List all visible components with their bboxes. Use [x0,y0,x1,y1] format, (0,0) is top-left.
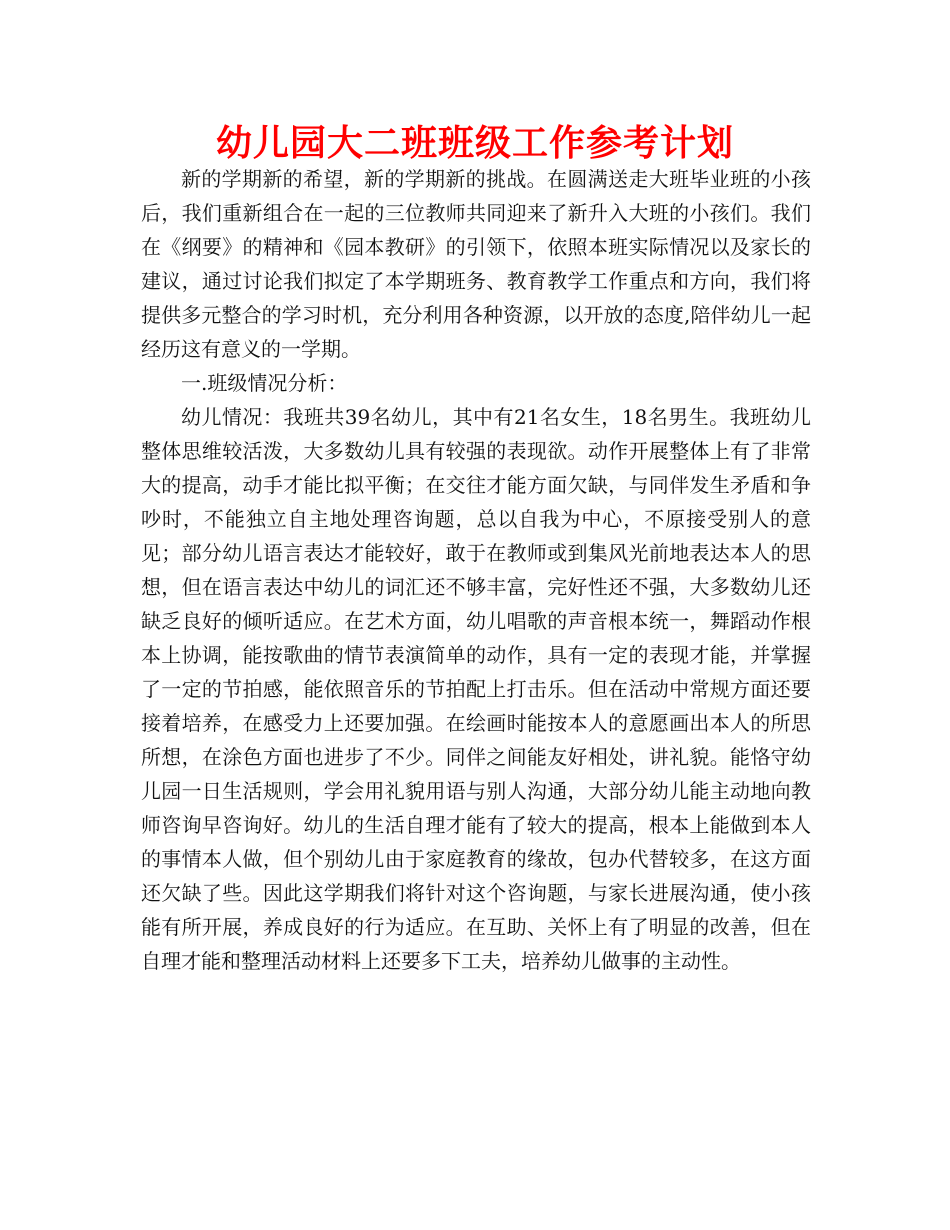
document-body [141,162,811,978]
paragraph-intro: 新的学期新的希望，新的学期新的挑战。在圆满送走大班毕业班的小孩后，我们重新组合在一起的三位教师共同迎来了新升入大班的小孩们。我们在《纲要》的精神和《园本教研》的引领下，依照本班实际情况以及家长的建议，通过讨论我们拟定了本学期班务、教育教学工作重点和方向，我们将提供多元整合的学习时机，充分利用各种资源，以开放的态度,陪伴幼儿一起经历这有意义的一学期。 [141,167,811,361]
section-heading-class-analysis: 一.班级情况分析： [181,371,348,395]
paragraph-children-situation: 幼儿情况：我班共39名幼儿，其中有21名女生，18名男生。我班幼儿整体思维较活泼，大多数幼儿具有较强的表现欲。动作开展整体上有了非常大的提高，动手才能比拟平衡；在交往才能方面欠缺，与同伴发生矛盾和争吵时，不能独立自主地处理咨询题，总以自我为中心，不原接受别人的意见；部分幼儿语言表达才能较好，敢于在教师或到集风光前地表达本人的思想，但在语言表达中幼儿的词汇还不够丰富，完好性还不强，大多数幼儿还缺乏良好的倾听适应。在艺术方面，幼儿唱歌的声音根本统一，舞蹈动作根本上协调，能按歌曲的情节表演简单的动作，具有一定的表现才能，并掌握了一定的节拍感，能依照音乐的节拍配上打击乐。但在活动中常规方面还要接着培养，在感受力上还要加强。在绘画时能按本人的意愿画出本人的所思所想，在涂色方面也进步了不少。同伴之间能友好相处，讲礼貌。能恪守幼儿园一日生活规则，学会用礼貌用语与别人沟通，大部分幼儿能主动地向教师咨询早咨询好。幼儿的生活自理才能有了较大的提高，根本上能做到本人的事情本人做，但个别幼儿由于家庭教育的缘故，包办代替较多，在这方面还欠缺了些。因此这学期我们将针对这个咨询题，与家长进展沟通，使小孩能有所开展，养成良好的行为适应。在互助、关怀上有了明显的改善，但在自理才能和整理活动材料上还要多下工夫，培养幼儿做事的主动性。 [141,405,811,973]
document-title: 幼儿园大二班班级工作参考计划 [215,123,734,164]
